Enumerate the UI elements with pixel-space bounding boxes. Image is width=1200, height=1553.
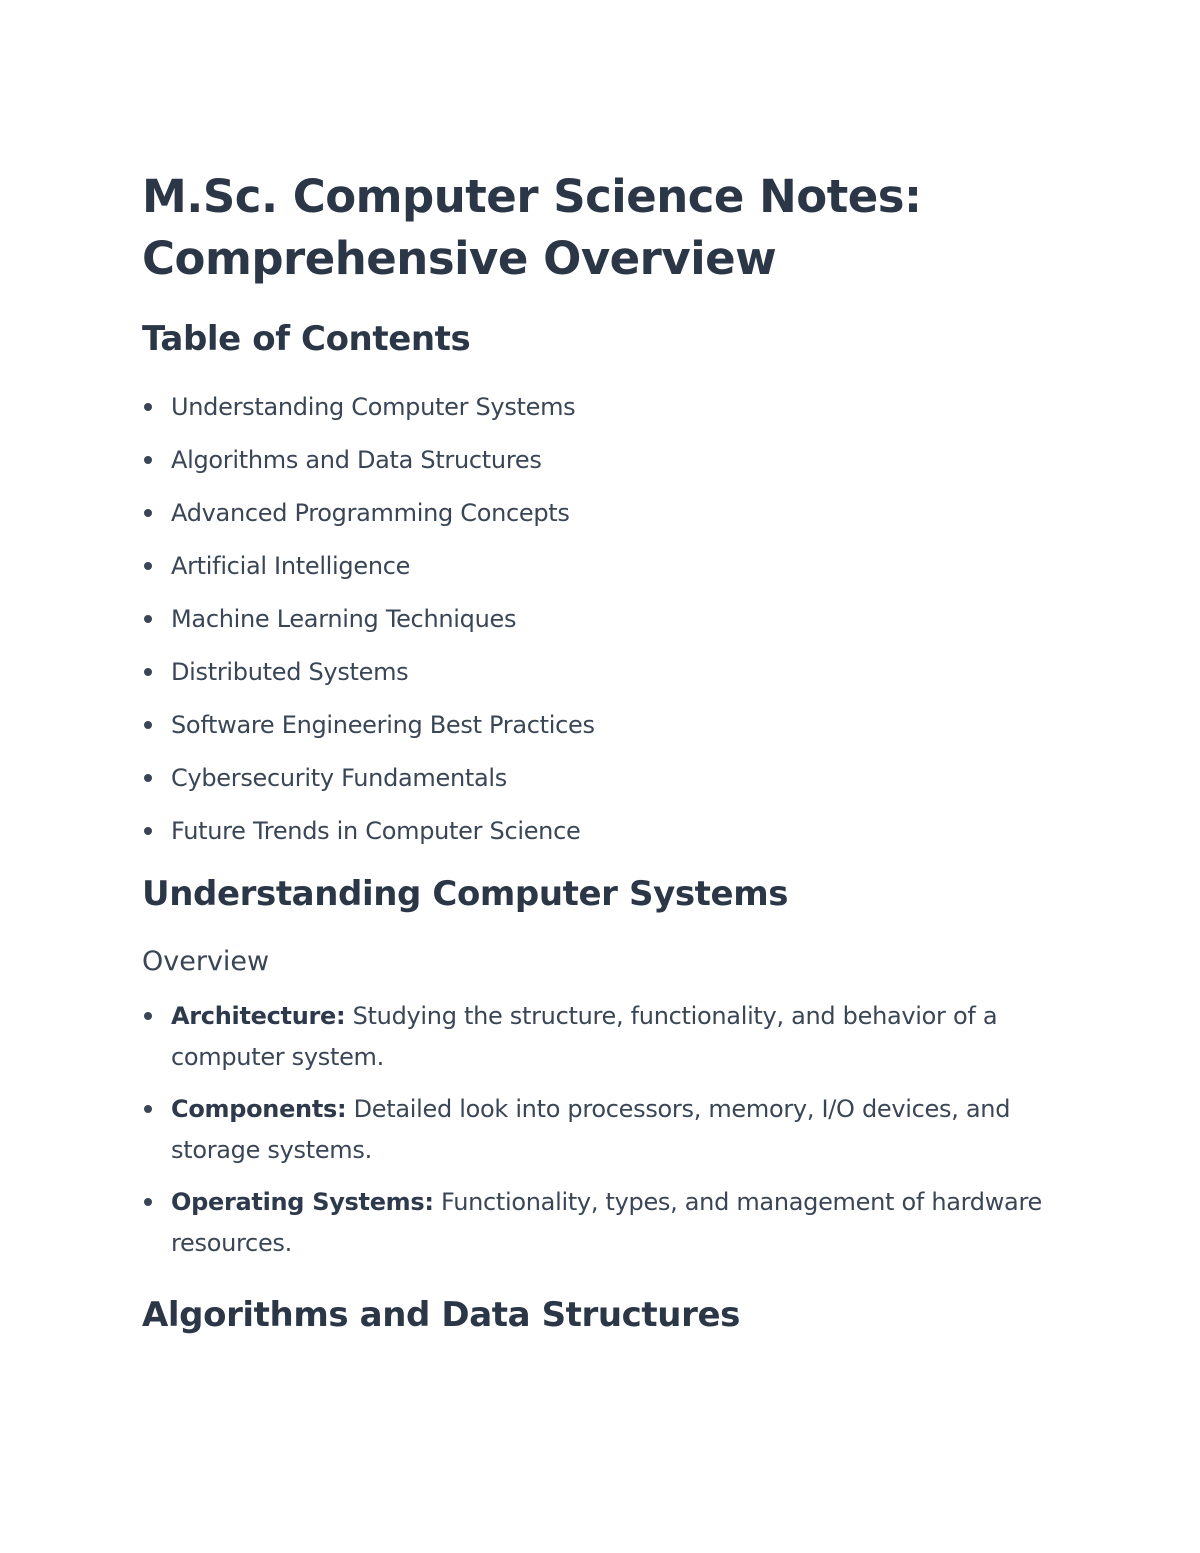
toc-item (142, 392, 1062, 445)
toc-item (142, 551, 1062, 604)
toc-item-label: Understanding Computer Systems (171, 393, 576, 421)
bullet-icon (144, 827, 152, 835)
bullet-icon (144, 403, 152, 411)
overview-item-term: Operating Systems: (171, 1188, 434, 1216)
toc-item-label: Software Engineering Best Practices (171, 711, 595, 739)
document-title-line-2: Comprehensive Overview (142, 232, 777, 285)
overview-item-term: Architecture: (171, 1002, 346, 1030)
overview-item-term: Components: (171, 1095, 347, 1123)
toc-item (142, 445, 1062, 498)
toc-item-label: Machine Learning Techniques (171, 605, 517, 633)
bullet-icon (144, 1012, 152, 1020)
toc-item-label: Cybersecurity Fundamentals (171, 764, 507, 792)
document-title-line-1: M.Sc. Computer Science Notes: (142, 170, 922, 223)
bullet-icon (144, 1105, 152, 1113)
subsection-heading-overview: Overview (142, 946, 270, 977)
toc-item (142, 763, 1062, 816)
bullet-icon (144, 1198, 152, 1206)
bullet-icon (144, 774, 152, 782)
toc-heading: Table of Contents (142, 319, 471, 359)
toc-item-label: Future Trends in Computer Science (171, 817, 581, 845)
bullet-icon (144, 615, 152, 623)
toc-item-label: Advanced Programming Concepts (171, 499, 570, 527)
bullet-icon (144, 456, 152, 464)
bullet-icon (144, 562, 152, 570)
toc-item (142, 816, 1062, 869)
toc-item (142, 604, 1062, 657)
toc-item-label: Artificial Intelligence (171, 552, 411, 580)
toc-item-label: Distributed Systems (171, 658, 409, 686)
toc-list (142, 392, 1062, 869)
section-heading-computer-systems: Understanding Computer Systems (142, 874, 789, 914)
overview-item-text: Studying the structure, functionality, and behavior of a computer system. (171, 1002, 998, 1071)
document-page (142, 166, 1062, 1337)
overview-item (142, 996, 1062, 1078)
toc-item (142, 498, 1062, 551)
section-heading-algorithms: Algorithms and Data Structures (142, 1295, 740, 1335)
overview-item-text: Functionality, types, and management of hardware resources. (171, 1188, 1042, 1257)
document-title (142, 166, 1062, 290)
overview-list (142, 996, 1062, 1264)
bullet-icon (144, 668, 152, 676)
overview-item (142, 1089, 1062, 1171)
overview-item (142, 1182, 1062, 1264)
bullet-icon (144, 509, 152, 517)
overview-item-text: Detailed look into processors, memory, I/O devices, and storage systems. (171, 1095, 1011, 1164)
toc-item (142, 657, 1062, 710)
bullet-icon (144, 721, 152, 729)
toc-item (142, 710, 1062, 763)
toc-item-label: Algorithms and Data Structures (171, 446, 542, 474)
